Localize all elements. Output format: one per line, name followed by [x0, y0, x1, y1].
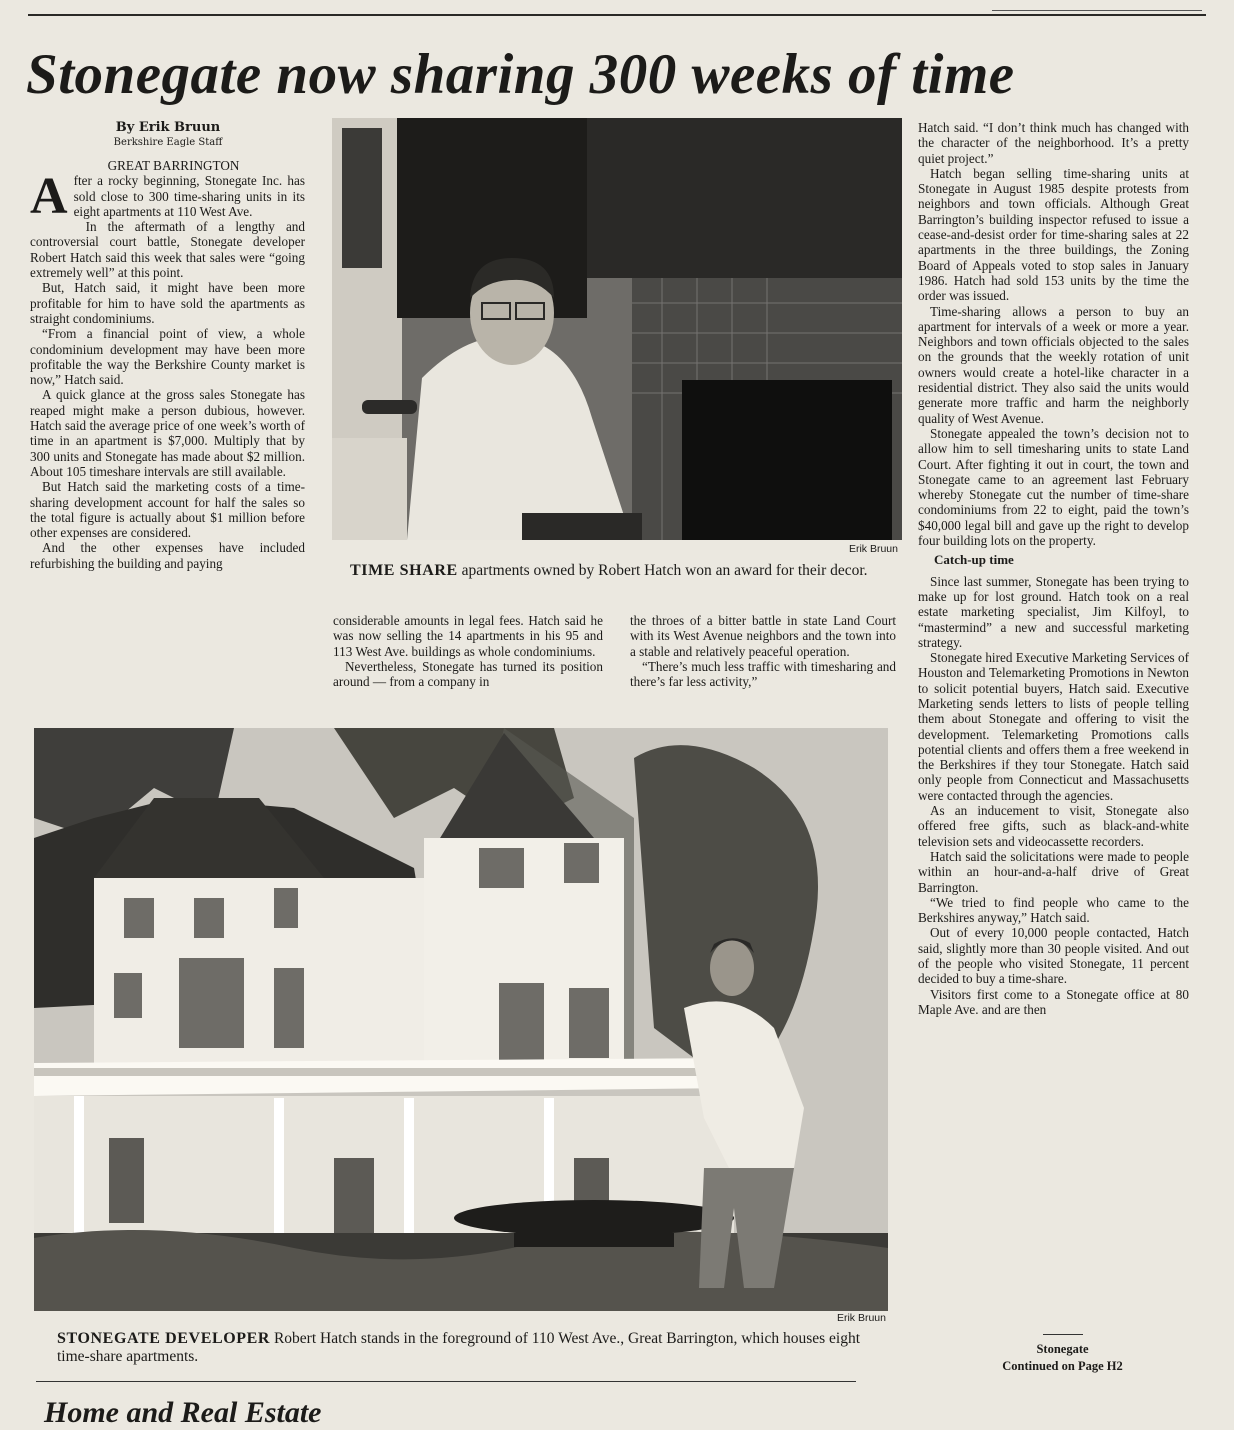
paragraph: Out of every 10,000 people contacted, Hatch said, slightly more than 30 people visited. And out of the people who visited Stonegate, 11 percent decided to buy a time-share.: [918, 925, 1189, 987]
bottom-rule: [36, 1381, 856, 1382]
caption-text: Robert Hatch stands in the foreground of 110 West Ave., Great Barrington, which houses eight time-share apartments.: [57, 1330, 861, 1365]
paragraph: Hatch said the solicitations were made to people within an hour-and-a-half drive of Great Barrington.: [918, 848, 1189, 895]
paragraph: “We tried to find people who came to the Berkshires anyway,” Hatch said.: [918, 894, 1189, 926]
top-rule: [28, 14, 1206, 16]
paragraph: “There’s much less traffic with timesharing and there’s far less activity,”: [630, 658, 896, 690]
paragraph: In the aftermath of a lengthy and controversial court battle, Stonegate developer Robert Hatch said this week that sales were “going extremely well” at this point.: [30, 219, 305, 281]
article-column-2: [333, 613, 603, 689]
byline-block: [28, 120, 308, 149]
paragraph: Stonegate appealed the town’s decision not to allow him to sell timesharing units to state Land Court. After fighting it out in court, the town and Stonegate came to an agreement last February whereby Stonegate cut the number of time-share condominiums from 22 to eight, paid the town’s $40,000 legal bill and gave up the right to develop four building lots on the property.: [918, 425, 1189, 549]
photo-caption: [57, 1330, 872, 1366]
subhead: Catch-up time: [934, 552, 1014, 568]
paragraph: As an inducement to visit, Stonegate also offered free gifts, such as black-and-white television sets and videocassette recorders.: [918, 803, 1189, 849]
photo-stonegate-developer: [34, 728, 888, 1311]
paragraph: Hatch began selling time-sharing units at Stonegate in August 1985 despite protests from neighbors and town officials. Although Great Barrington’s building inspector refused to issue a cease-and-desist order for time-sharing sales at 22 apartments in the three buildings, the Zoning Board of Appeals voted to stop sales in January 1986. Hatch had sold 153 units by the time the order was issued.: [918, 165, 1189, 304]
photo-image: [34, 728, 888, 1311]
paragraph: [30, 168, 305, 226]
top-edge-rule: [992, 0, 1202, 11]
jump-rule: [1043, 1334, 1083, 1335]
photo-credit: Erik Bruun: [848, 543, 898, 555]
article-column-4: [918, 120, 1189, 1017]
paragraph: Visitors first come to a Stonegate office at 80 Maple Ave. and are then: [918, 986, 1189, 1017]
jump-label: Stonegate: [1036, 1342, 1089, 1356]
photo-credit: Erik Bruun: [836, 1312, 886, 1324]
photo-image: [332, 118, 902, 540]
paragraph-text: fter a rocky beginning, Stonegate Inc. has sold close to 300 time-sharing units in its eight apartments at 110 West Ave.: [73, 173, 305, 219]
paragraph: And the other expenses have included refurbishing the building and paying: [30, 540, 305, 571]
drop-cap: A: [30, 168, 68, 226]
continued-jump: [940, 1334, 1185, 1375]
caption-lead: STONEGATE DEVELOPER: [57, 1330, 271, 1347]
staff-line: Berkshire Eagle Staff: [113, 137, 223, 148]
paragraph: But Hatch said the marketing costs of a time-sharing development account for half the sales so the total figure is actually about $1 million before other expenses are considered.: [30, 479, 305, 541]
article-column-3: [630, 613, 896, 689]
caption-text: apartments owned by Robert Hatch won an award for their decor.: [457, 562, 868, 579]
paragraph: the throes of a bitter battle in state Land Court with its West Avenue neighbors and the town into a stable and relatively peaceful operation.: [630, 613, 896, 659]
paragraph: But, Hatch said, it might have been more profitable for him to have sold the apartments as straight condominiums.: [30, 280, 305, 326]
paragraph: considerable amounts in legal fees. Hatch said he was now selling the 14 apartments in his 95 and 113 West Ave. buildings as whole condominiums.: [333, 613, 603, 659]
paragraph: “From a financial point of view, a whole condominium development may have been more profitable the way the Berkshire County market is now,” Hatch said.: [30, 326, 305, 388]
photo-time-share: [332, 118, 902, 540]
paragraph: A quick glance at the gross sales Stonegate has reaped might make a person dubious, however. Hatch said the average price of one week’s worth of time in an apartment is $7,000. Multiply that by 300 units and Stonegate has made about $2 million. About 105 timeshare intervals are still available.: [30, 387, 305, 479]
paragraph: Time-sharing allows a person to buy an apartment for intervals of a week or more a year. Neighbors and town officials objected to the sales on the grounds that the weekly rotation of unit owners would create a hotel-like character in a residential district. They also said the units would generate more traffic and harm the neighborly quality of West Avenue.: [918, 303, 1189, 426]
next-section-heading: Home and Real Estate: [44, 1396, 322, 1429]
headline: Stonegate now sharing 300 weeks of time: [26, 43, 1015, 106]
paragraph: Since last summer, Stonegate has been trying to make up for lost ground. Hatch took on a real estate marketing specialist, Jim Kilfoyl, to “mastermind” a new and successful marketing strategy.: [918, 573, 1189, 650]
article-column-1: [30, 158, 305, 571]
paragraph: Nevertheless, Stonegate has turned its position around — from a company in: [333, 658, 603, 690]
dateline: GREAT BARRINGTON: [107, 158, 240, 173]
jump-continued: Continued on Page H2: [1002, 1359, 1123, 1373]
byline: By Erik Bruun: [115, 120, 221, 135]
paragraph: Hatch said. “I don’t think much has changed with the character of the neighborhood. It’s a pretty quiet project.”: [918, 120, 1189, 166]
caption-lead: TIME SHARE: [350, 562, 458, 579]
photo-caption: [350, 562, 895, 580]
paragraph: Stonegate hired Executive Marketing Services of Houston and Telemarketing Promotions in Newton to solicit potential buyers, Hatch said. Executive Marketing sends letters to lists of people telling them about Stonegate and offering to visit the development. Telemarketing Promotions calls potential clients and offers them a free weekend in the Berkshires if they tour Stonegate. Hatch said only people from Connecticut and Massachusetts were contacted through the agencies.: [918, 650, 1189, 803]
